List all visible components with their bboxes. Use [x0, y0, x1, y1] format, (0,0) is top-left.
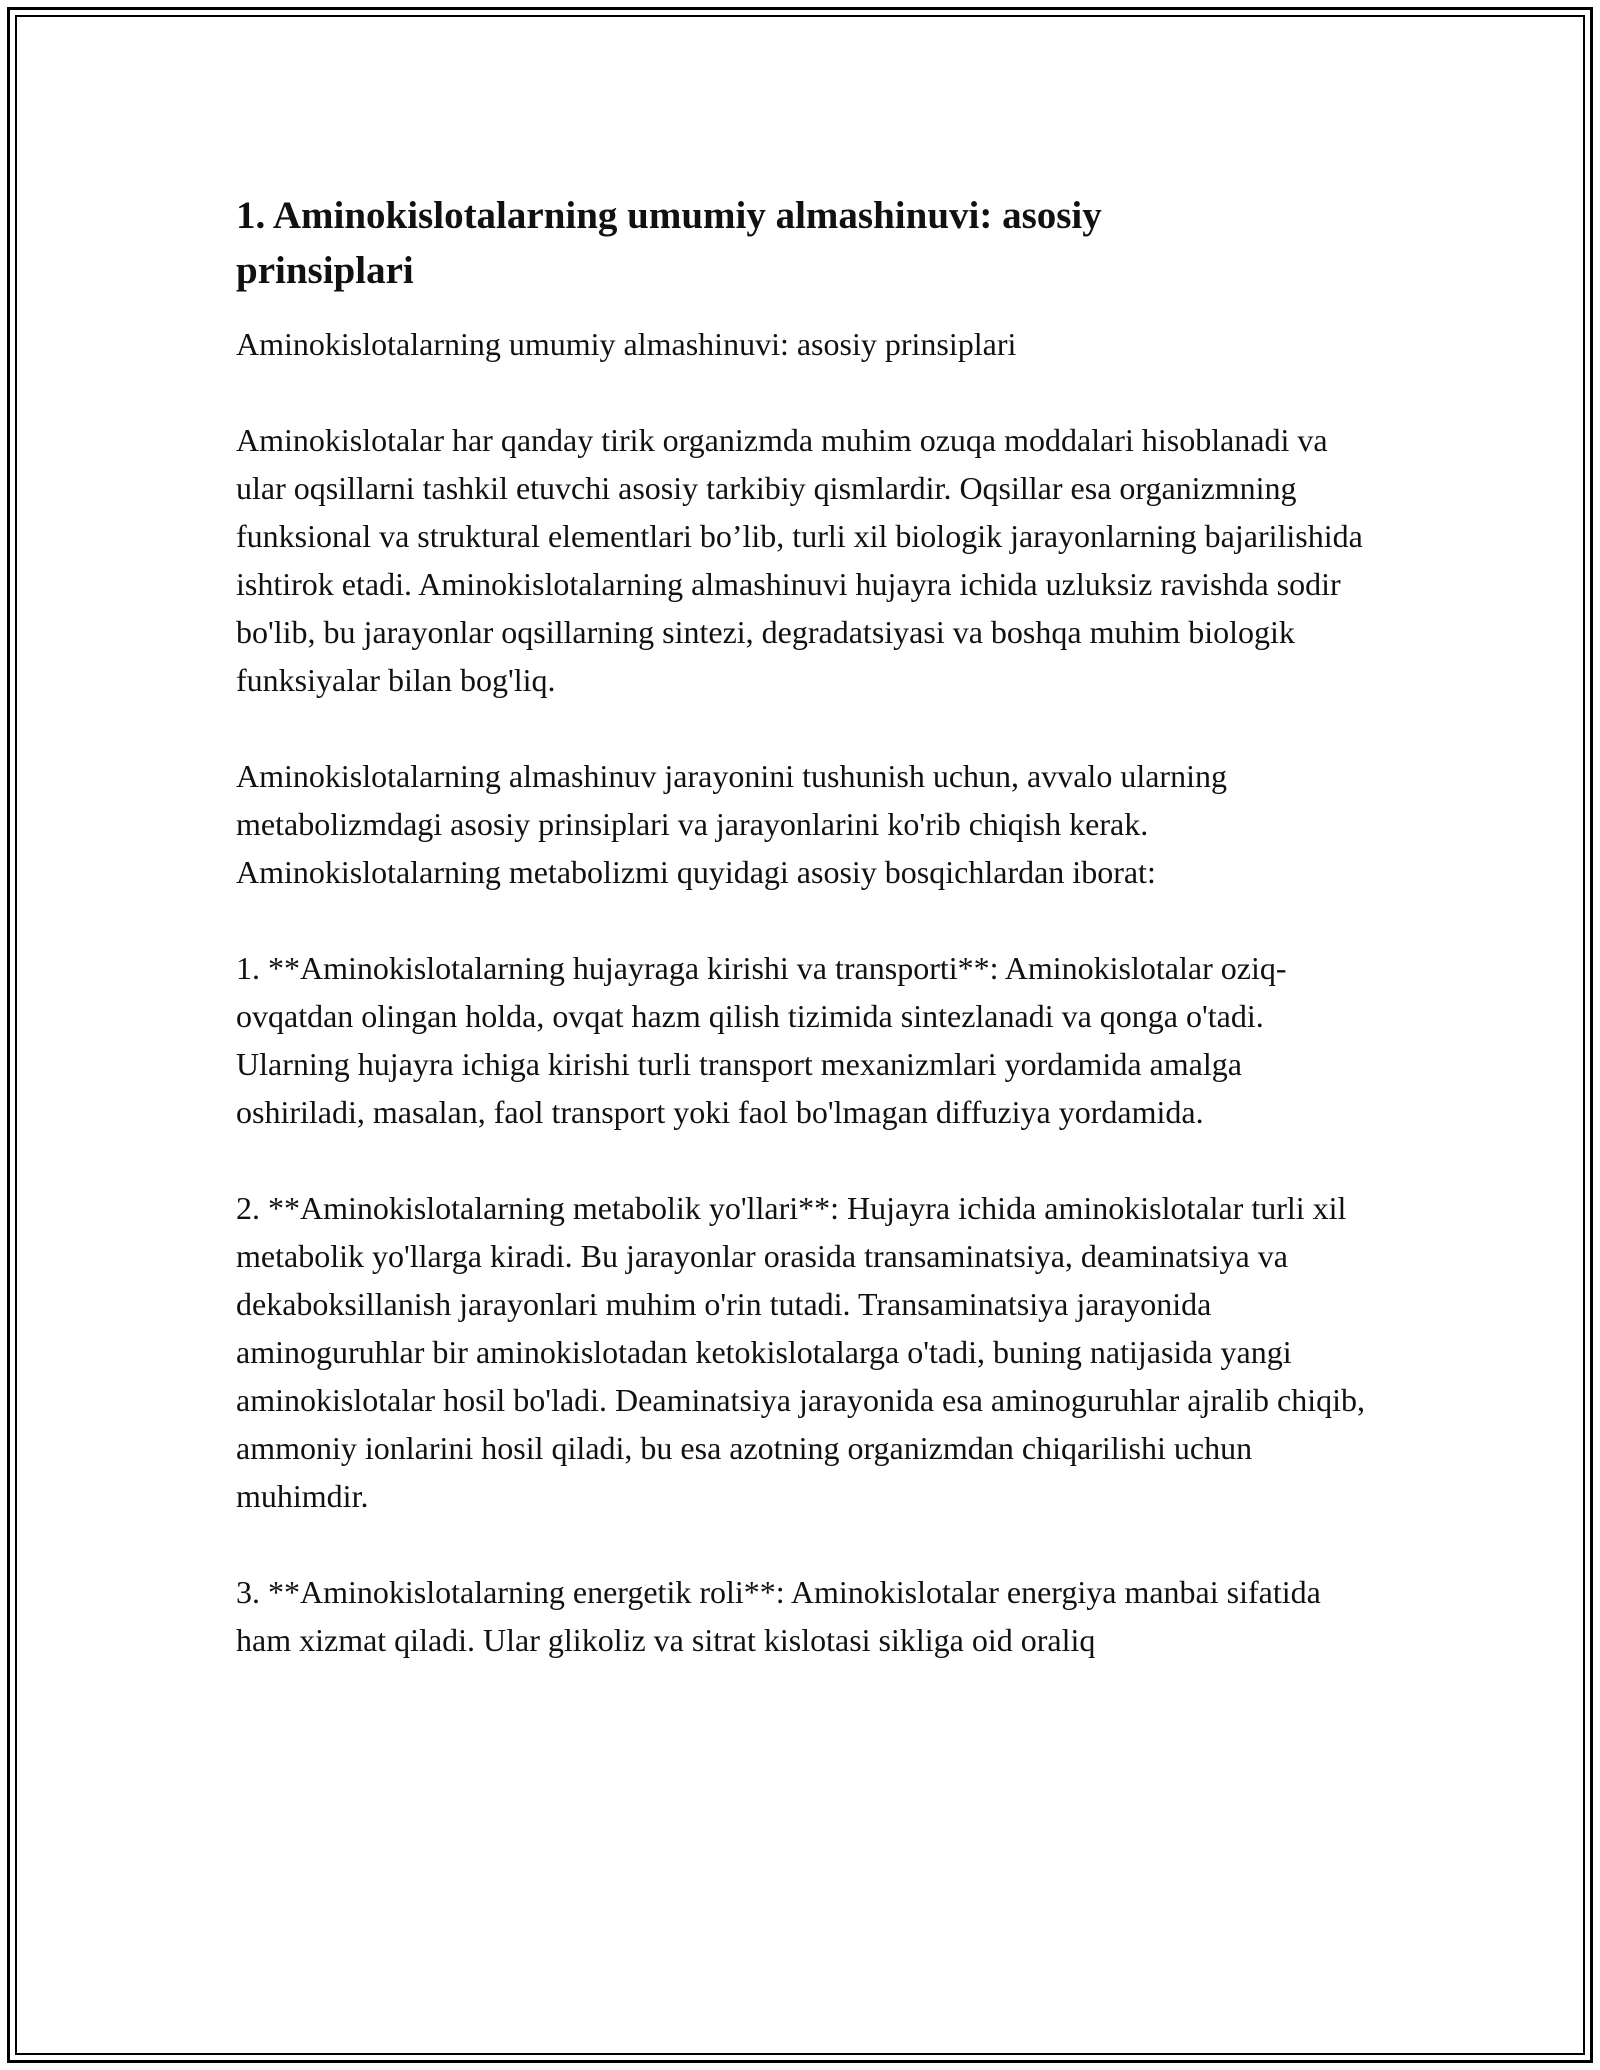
list-item-transport: 1. **Aminokislotalarning hujayraga kirishi va transporti**: Aminokislotalar oziq-ovqatdan olingan holda, ovqat hazm qilish tizimida sintezlanadi va qonga o'tadi. Ularning hujayra ichiga kirishi turli transport mexanizmlari yordamida amalga oshiriladi, masalan, faol transport yoki faol bo'lmagan diffuziya yordamida.	[236, 950, 1287, 1130]
paragraph-subtitle: Aminokislotalarning umumiy almashinuvi: asosiy prinsiplari	[236, 326, 1017, 362]
document-body	[236, 188, 1366, 1712]
paragraph-intro: Aminokislotalar har qanday tirik organizmda muhim ozuqa moddalari hisoblanadi va ular oqsillarni tashkil etuvchi asosiy tarkibiy qismlardir. Oqsillar esa organizmning funksional va struktural elementlari bo’lib, turli xil biologik jarayonlarning bajarilishida ishtirok etadi. Aminokislotalarning almashinuvi hujayra ichida uzluksiz ravishda sodir bo'lib, bu jarayonlar oqsillarning sintezi, degradatsiyasi va boshqa muhim biologik funksiyalar bilan bog'liq.	[236, 422, 1363, 698]
paragraph-principles: Aminokislotalarning almashinuv jarayonini tushunish uchun, avvalo ularning metabolizmdagi asosiy prinsiplari va jarayonlarini ko'rib chiqish kerak. Aminokislotalarning metabolizmi quyidagi asosiy bosqichlardan iborat:	[236, 758, 1227, 890]
list-item-metabolic-pathways: 2. **Aminokislotalarning metabolik yo'llari**: Hujayra ichida aminokislotalar turli xil metabolik yo'llarga kiradi. Bu jarayonlar orasida transaminatsiya, deaminatsiya va dekaboksillanish jarayonlari muhim o'rin tutadi. Transaminatsiya jarayonida aminoguruhlar bir aminokislotadan ketokislotalarga o'tadi, buning natijasida yangi aminokislotalar hosil bo'ladi. Deaminatsiya jarayonida esa aminoguruhlar ajralib chiqib, ammoniy ionlarini hosil qiladi, bu esa azotning organizmdan chiqarilishi uchun muhimdir.	[236, 1190, 1365, 1514]
list-item-energetic-role: 3. **Aminokislotalarning energetik roli**: Aminokislotalar energiya manbai sifatida ham xizmat qiladi. Ular glikoliz va sitrat kislotasi sikliga oid oraliq	[236, 1574, 1321, 1658]
document-title: 1. Aminokislotalarning umumiy almashinuvi: asosiy prinsiplari	[236, 194, 1102, 292]
